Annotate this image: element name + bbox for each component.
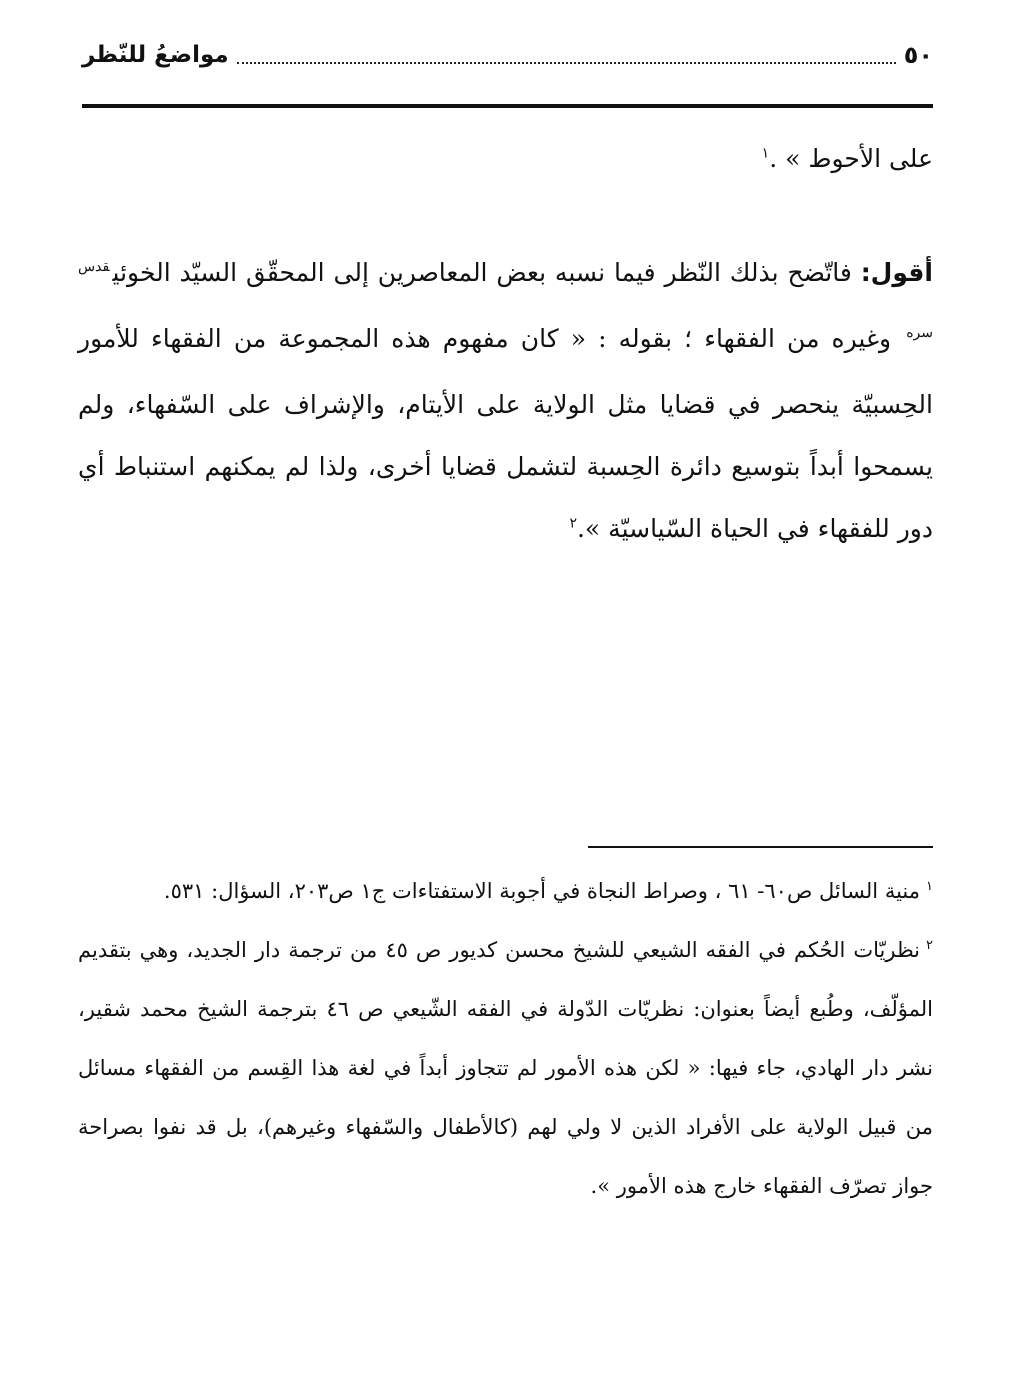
footnote-ref-2: ٢	[569, 515, 577, 532]
header-rule	[82, 104, 933, 108]
continuation-line	[78, 128, 933, 190]
footnote-2-text: نظريّات الحُكم في الفقه الشيعي للشيخ محسن كديور ص ٤٥ من ترجمة دار الجديد، وهي بتقديم المؤلّف، وطُبع أيضاً بعنوان: نظريّات الدّولة في الفقه الشّيعي ص ٤٦ بترجمة الشيخ محمد شقير، نشر دار الهادي، جاء فيها: « لكن هذه الأمور لم تتجاوز أبداً في لغة هذا القِسم من الفقهاء مسائل من قبيل الولاية على الأفراد الذين لا ولي لهم (كالأطفال والسّفهاء وغيرهم)، بل قد نفوا بصراحة جواز تصرّف الفقهاء خارج هذه الأمور ».	[78, 938, 933, 1198]
honorific-mark: قدس سره	[78, 259, 933, 341]
continuation-text: على الأحوط » .	[769, 144, 933, 173]
footnote-separator	[588, 846, 933, 848]
footnote-1	[78, 862, 933, 921]
paragraph-text-part-2: وغيره من الفقهاء ؛ بقوله : « كان مفهوم هذه المجموعة من الفقهاء للأمور الحِسبيّة ينحصر في قضايا مثل الولاية على الأيتام، والإشراف على السّفهاء، ولم يسمحوا أبداً بتوسيع دائرة الحِسبة لتشمل قضايا أخرى، ولذا لم يمكنهم استنباط أي دور للفقهاء في الحياة السّياسيّة ».	[78, 324, 933, 543]
main-paragraph	[78, 242, 933, 560]
footnote-2	[78, 921, 933, 1216]
footnotes	[78, 862, 933, 1216]
footnote-ref-1: ١	[761, 145, 770, 162]
page-header	[82, 30, 933, 80]
footnote-2-mark: ٢	[926, 938, 934, 953]
footnote-1-mark: ١	[926, 879, 933, 894]
header-dot-leader	[237, 62, 896, 64]
running-title: مواضعُ للنّظر	[82, 42, 229, 68]
page-number: ٥٠	[903, 41, 933, 69]
main-text	[78, 128, 933, 560]
paragraph-lead-word: أقول:	[860, 258, 933, 287]
paragraph-text-part-1: فاتّضح بذلك النّظر فيما نسبه بعض المعاصرين إلى المحقّق السيّد الخوئي	[112, 258, 861, 287]
footnote-1-text: منية السائل ص٦٠- ٦١ ، وصراط النجاة في أجوبة الاستفتاءات ج١ ص٢٠٣، السؤال: ٥٣١.	[163, 879, 921, 903]
